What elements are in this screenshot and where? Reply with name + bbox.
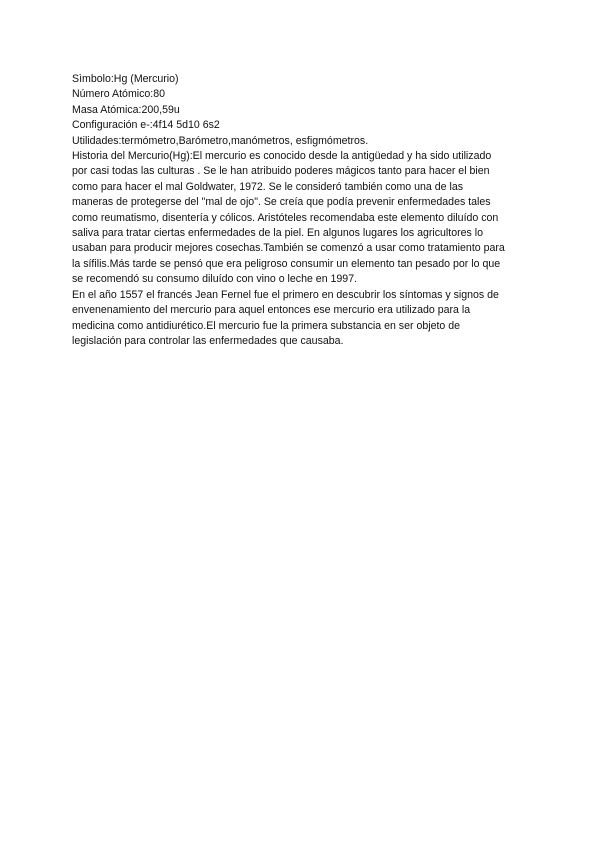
history-paragraph-line: por casi todas las culturas . Se le han atribuido poderes mágicos tanto para hacer el bien: [72, 165, 490, 178]
uses-line: Utilidades:termómetro,Barómetro,manómetros, esfigmómetros.: [72, 134, 369, 147]
history-paragraph-line: como reumatismo, disentería y cólicos. Aristóteles recomendaba este elemento diluído con: [72, 211, 499, 224]
history-paragraph-line: maneras de protegerse del "mal de ojo". Se creía que podía prevenir enfermedades tales: [72, 196, 491, 209]
atomic-mass-line: Masa Atómica:200,59u: [72, 103, 180, 116]
history-paragraph-line: como para hacer el mal Goldwater, 1972. Se le consideró también como una de las: [72, 180, 464, 193]
fernel-paragraph-line: envenenamiento del mercurio para aquel entonces ese mercurio era utilizado para la: [72, 304, 471, 317]
symbol-line: Sìmbolo:Hg (Mercurio): [72, 73, 179, 85]
history-paragraph-line: Historia del Mercurio(Hg):El mercurio es conocido desde la antigüedad y ha sido utilizado: [72, 150, 492, 163]
electron-configuration-line: Configuración e-:4f14 5d10 6s2: [72, 119, 220, 132]
document-body: [72, 72, 534, 349]
fernel-paragraph-line: legislación para controlar las enfermedades que causaba.: [72, 334, 344, 347]
atomic-number-line: Número Atómico:80: [72, 88, 166, 101]
history-paragraph-line: se recomendó su consumo diluído con vino o leche en 1997.: [72, 273, 358, 286]
history-paragraph-line: usaban para producir mejores cosechas.También se comenzó a usar como tratamiento para: [72, 242, 505, 255]
fernel-paragraph-line: medicina como antidiurético.El mercurio fue la primera substancia en ser objeto de: [72, 319, 461, 332]
fernel-paragraph-line: En el año 1557 el francés Jean Fernel fue el primero en descubrir los síntomas y signos de: [72, 288, 499, 301]
history-paragraph-line: la sífilis.Más tarde se pensó que era peligroso consumir un elemento tan pesado por lo que: [72, 257, 501, 270]
history-paragraph-line: saliva para tratar ciertas enfermedades de la piel. En algunos lugares los agricultores lo: [72, 227, 484, 240]
